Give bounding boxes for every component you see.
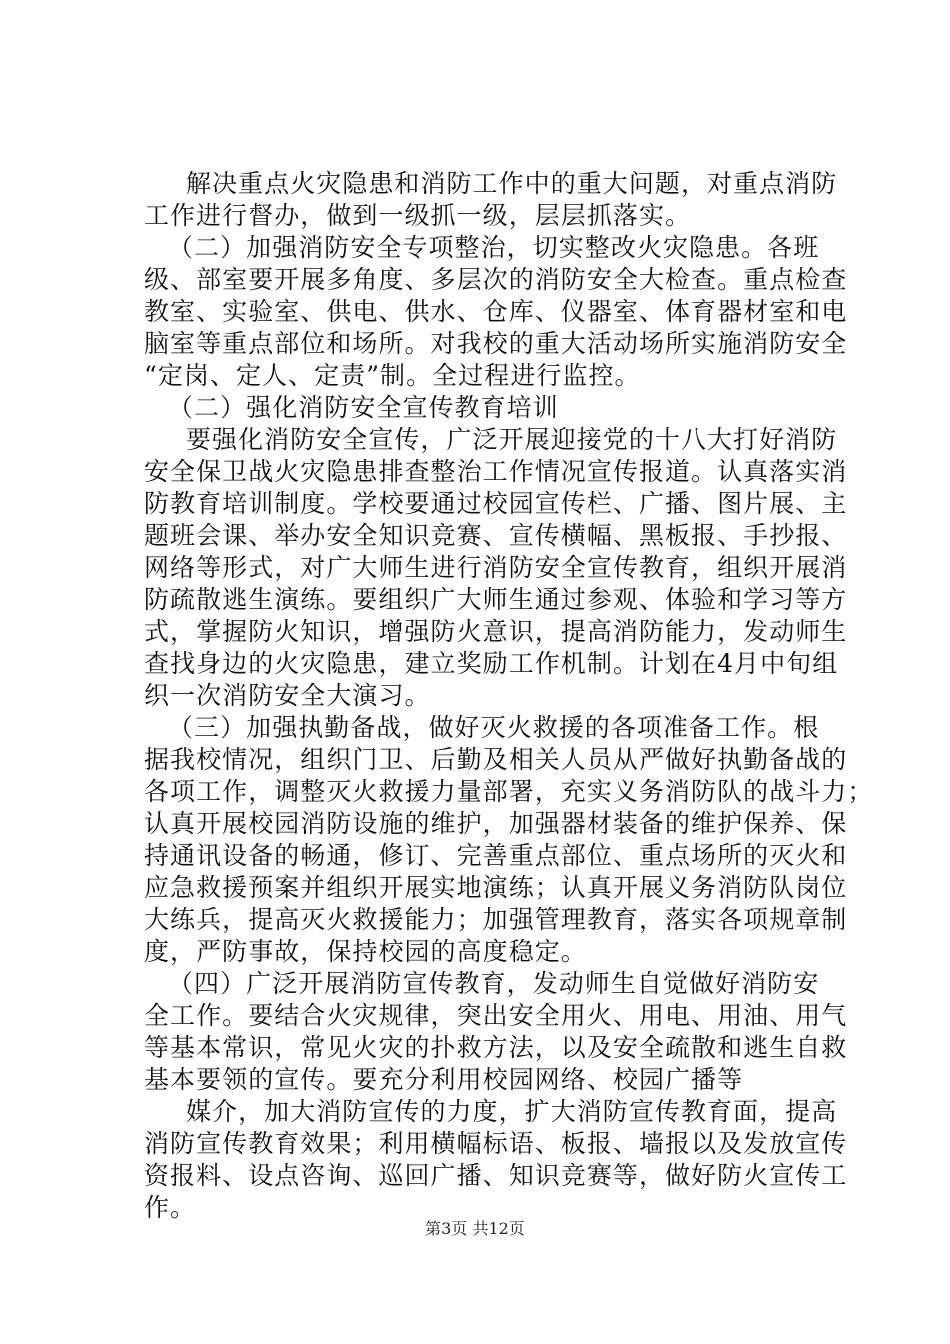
document-body <box>144 168 874 1224</box>
text-line: 媒介，加大消防宣传的力度，扩大消防宣传教育面，提高 <box>186 1097 838 1126</box>
text-line: 等基本常识，常见火灾的扑救方法，以及安全疏散和逃生自救 <box>144 1033 848 1062</box>
text-line: 题班会课、举办安全知识竞赛、宣传横幅、黑板报、手抄报、 <box>144 521 848 550</box>
text-line: “定岗、定人、定责”制。全过程进行监控。 <box>144 361 641 390</box>
text-line: 式，掌握防火知识，增强防火意识，提高消防能力，发动师生 <box>144 617 848 646</box>
text-line: 大练兵，提高灭火救援能力；加强管理教育，落实各项规章制 <box>144 905 848 934</box>
text-line: 解决重点火灾隐患和消防工作中的重大问题，对重点消防 <box>186 169 838 198</box>
text-line: 脑室等重点部位和场所。对我校的重大活动场所实施消防安全 <box>144 329 848 358</box>
page-footer <box>0 1218 950 1240</box>
text-line: 各项工作，调整灭火救援力量部署，充实义务消防队的战斗力； <box>144 777 874 806</box>
text-line: 防教育培训制度。学校要通过校园宣传栏、广播、图片展、主 <box>144 489 848 518</box>
text-line: 消防宣传教育效果；利用横幅标语、板报、墙报以及发放宣传 <box>144 1129 848 1158</box>
text-line: 织一次消防安全大演习。 <box>144 681 431 710</box>
text-line: （二）加强消防安全专项整治，切实整改火灾隐患。各班 <box>168 233 820 262</box>
text-line: 基本要领的宣传。要充分利用校园网络、校园广播等 <box>144 1065 744 1094</box>
text-line: 网络等形式，对广大师生进行消防安全宣传教育，组织开展消 <box>144 553 848 582</box>
text-line: 认真开展校园消防设施的维护，加强器材装备的维护保养、保 <box>144 809 848 838</box>
text-line: 度，严防事故，保持校园的高度稳定。 <box>144 937 587 966</box>
text-line: 应急救援预案并组织开展实地演练；认真开展义务消防队岗位 <box>144 873 848 902</box>
text-line: 防疏散逃生演练。要组织广大师生通过参观、体验和学习等方 <box>144 585 848 614</box>
text-line: （三）加强执勤备战，做好灭火救援的各项准备工作。根 <box>168 713 820 742</box>
text-line: 资报料、设点咨询、巡回广播、知识竞赛等，做好防火宣传工 <box>144 1161 848 1190</box>
text-line: 安全保卫战火灾隐患排查整治工作情况宣传报道。认真落实消 <box>144 457 848 486</box>
text-line: 据我校情况，组织门卫、后勤及相关人员从严做好执勤备战的 <box>144 745 848 774</box>
text-line: 教室、实验室、供电、供水、仓库、仪器室、体育器材室和电 <box>144 297 848 326</box>
text-line: 工作进行督办，做到一级抓一级，层层抓落实。 <box>144 201 692 230</box>
text-line: 要强化消防安全宣传，广泛开展迎接党的十八大打好消防 <box>186 425 838 454</box>
text-line: 查找身边的火灾隐患，建立奖励工作机制。计划在4月中旬组 <box>144 649 839 678</box>
text-line: 作。 <box>144 1193 197 1222</box>
text-line: 持通讯设备的畅通，修订、完善重点部位、重点场所的灭火和 <box>144 841 848 870</box>
page-number-label: 第3页 共12页 <box>425 1219 525 1238</box>
text-line: 级、部室要开展多角度、多层次的消防安全大检查。重点检查 <box>144 265 848 294</box>
section-heading: （二）强化消防安全宣传教育培训 <box>168 393 559 422</box>
text-line: 全工作。要结合火灾规律，突出安全用火、用电、用油、用气 <box>144 1001 848 1030</box>
text-line: （四）广泛开展消防宣传教育，发动师生自觉做好消防安 <box>168 969 820 998</box>
